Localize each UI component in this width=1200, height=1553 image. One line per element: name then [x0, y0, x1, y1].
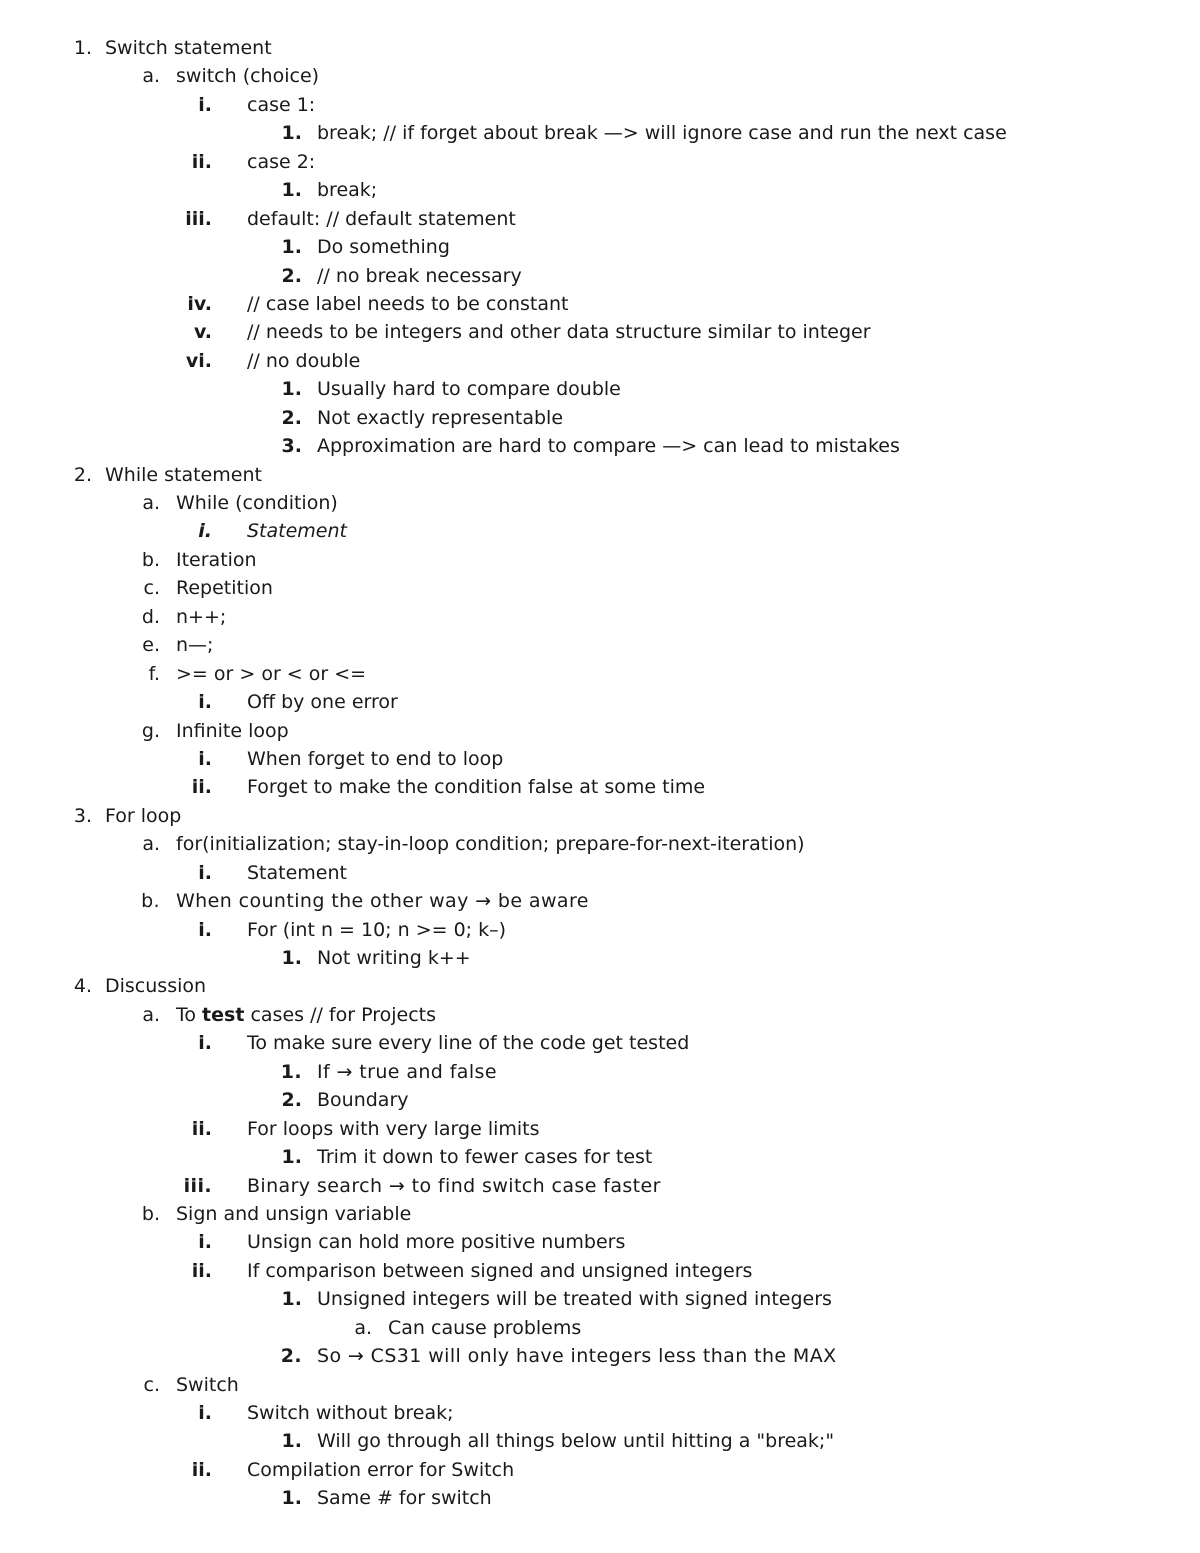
- list-marker: 1.: [281, 1430, 302, 1453]
- bold-term: test: [202, 1003, 245, 1026]
- list-item: [0, 1058, 1200, 1086]
- text-suffix: cases // for Projects: [244, 1003, 436, 1026]
- list-item-text: Usually hard to compare double: [317, 378, 621, 401]
- list-marker: iv.: [187, 292, 212, 315]
- list-item: [0, 262, 1200, 290]
- list-marker: v.: [193, 321, 212, 344]
- list-marker: 3.: [73, 804, 92, 827]
- list-item-text: For (int n = 10; n >= 0; k–): [247, 918, 507, 941]
- list-marker: i.: [198, 1032, 212, 1055]
- list-item: [0, 1427, 1200, 1455]
- list-marker: i.: [198, 1402, 212, 1424]
- list-marker: i.: [198, 861, 212, 884]
- list-item: [0, 1371, 1200, 1399]
- list-marker: 3.: [281, 435, 302, 458]
- list-item: [0, 603, 1200, 631]
- list-marker: iii.: [185, 207, 212, 230]
- section-heading: [0, 972, 1200, 1000]
- list-item: [0, 1172, 1200, 1200]
- list-item: [0, 233, 1200, 261]
- list-item-text: Not exactly representable: [317, 406, 564, 429]
- list-item: [0, 290, 1200, 318]
- list-item: [0, 318, 1200, 346]
- list-item: [0, 660, 1200, 688]
- list-marker: i.: [198, 520, 212, 543]
- section-title: Switch statement: [105, 37, 272, 59]
- list-marker: iii.: [183, 1174, 212, 1197]
- text-prefix: To: [176, 1003, 203, 1026]
- list-item: [0, 1115, 1200, 1143]
- list-item-text: Same # for switch: [317, 1487, 492, 1510]
- list-marker: ii.: [191, 1259, 212, 1282]
- list-item-text: Repetition: [176, 577, 273, 600]
- list-item-text: [176, 1001, 436, 1029]
- list-marker: 1.: [73, 37, 92, 59]
- list-marker: a.: [354, 1316, 372, 1339]
- list-marker: b.: [141, 890, 160, 913]
- list-item: [0, 489, 1200, 517]
- list-item-text: Iteration: [176, 548, 257, 571]
- list-marker: e.: [142, 634, 160, 657]
- list-item: [0, 1342, 1200, 1370]
- list-item-text: Sign and unsign variable: [176, 1202, 412, 1225]
- list-item: [0, 91, 1200, 119]
- list-marker: i.: [198, 691, 212, 714]
- list-item: [0, 62, 1200, 90]
- list-item: [0, 916, 1200, 944]
- list-item: [0, 944, 1200, 972]
- list-marker: 1.: [281, 1146, 302, 1169]
- list-marker: 2.: [281, 264, 302, 287]
- list-item: [0, 1228, 1200, 1256]
- list-item-text: Unsign can hold more positive numbers: [247, 1231, 626, 1254]
- list-item: [0, 432, 1200, 460]
- list-marker: 1.: [281, 947, 302, 969]
- list-marker: a.: [142, 833, 160, 856]
- list-marker: ii.: [191, 1458, 212, 1481]
- list-item-text: If comparison between signed and unsigned integers: [247, 1259, 753, 1282]
- list-marker: b.: [141, 1202, 160, 1225]
- list-item: [0, 1314, 1200, 1342]
- list-marker: i.: [198, 747, 212, 770]
- section-heading: [0, 34, 1200, 62]
- list-item-text: Approximation are hard to compare —> can lead to mistakes: [317, 435, 900, 458]
- list-marker: 4.: [73, 975, 92, 998]
- list-item-text: While (condition): [176, 492, 338, 514]
- list-item: [0, 859, 1200, 887]
- list-marker: g.: [141, 719, 160, 742]
- list-item-text: case 2:: [247, 150, 316, 173]
- list-marker: 2.: [281, 406, 302, 429]
- list-item: [0, 176, 1200, 204]
- list-item: [0, 1001, 1200, 1029]
- list-item: [0, 1399, 1200, 1427]
- list-item-text: Binary search → to find switch case faster: [247, 1174, 661, 1197]
- list-item: [0, 1285, 1200, 1313]
- list-item-text: Statement: [247, 861, 347, 884]
- list-item-text: // no break necessary: [317, 264, 522, 287]
- list-item: [0, 546, 1200, 574]
- list-marker: c.: [143, 1373, 160, 1396]
- list-item-text: Trim it down to fewer cases for test: [317, 1146, 653, 1169]
- list-marker: 1.: [280, 1060, 302, 1083]
- list-item: [0, 1086, 1200, 1114]
- list-item-text: So → CS31 will only have integers less than the MAX: [317, 1345, 837, 1368]
- list-marker: 1.: [281, 236, 302, 259]
- list-item: [0, 688, 1200, 716]
- list-marker: vi.: [185, 349, 212, 372]
- list-item-text: Do something: [317, 236, 450, 259]
- list-item-text: // no double: [247, 349, 361, 372]
- list-item-text: Switch: [176, 1373, 239, 1396]
- list-item: [0, 745, 1200, 773]
- list-item: [0, 887, 1200, 915]
- list-item-text: // case label needs to be constant: [247, 292, 569, 315]
- list-item: [0, 631, 1200, 659]
- list-item-text: switch (choice): [176, 65, 320, 88]
- list-item: [0, 1143, 1200, 1171]
- list-item-text: break;: [317, 179, 378, 202]
- list-item-text: for(initialization; stay-in-loop condition; prepare-for-next-iteration): [176, 833, 805, 856]
- list-item-text: To make sure every line of the code get tested: [247, 1032, 690, 1055]
- list-marker: d.: [141, 605, 160, 628]
- list-item-text: When counting the other way → be aware: [176, 890, 589, 913]
- list-item: [0, 119, 1200, 147]
- list-item: [0, 404, 1200, 432]
- list-marker: i.: [198, 93, 212, 116]
- list-item-text: default: // default statement: [247, 207, 516, 230]
- list-item-text: case 1:: [247, 93, 316, 116]
- list-item: [0, 347, 1200, 375]
- list-item: [0, 1200, 1200, 1228]
- list-item-text: >= or > or < or <=: [176, 662, 367, 685]
- list-item-text: Can cause problems: [388, 1316, 582, 1339]
- list-item-text: Off by one error: [247, 691, 398, 714]
- list-marker: b.: [141, 548, 160, 571]
- section-heading: [0, 802, 1200, 830]
- list-item-text: Compilation error for Switch: [247, 1458, 515, 1481]
- list-marker: f.: [148, 662, 160, 685]
- list-item-text: // needs to be integers and other data structure similar to integer: [247, 321, 871, 344]
- list-marker: i.: [198, 1231, 212, 1254]
- section-title: For loop: [105, 804, 182, 827]
- list-item-text: Infinite loop: [176, 719, 289, 742]
- list-item: [0, 148, 1200, 176]
- list-item-text: For loops with very large limits: [247, 1117, 540, 1140]
- list-item-text: Will go through all things below until hitting a "break;": [317, 1430, 835, 1453]
- list-item-text: n++;: [176, 605, 227, 628]
- section-title: While statement: [105, 463, 262, 486]
- list-marker: ii.: [191, 776, 212, 799]
- list-item: [0, 375, 1200, 403]
- list-item: [0, 205, 1200, 233]
- list-item-text: n—;: [176, 634, 214, 657]
- list-marker: i.: [198, 918, 212, 941]
- section-title: Discussion: [105, 975, 207, 998]
- list-marker: 2.: [280, 1345, 302, 1368]
- list-marker: 2.: [73, 463, 92, 486]
- list-item: [0, 1029, 1200, 1057]
- list-marker: a.: [142, 65, 160, 88]
- list-marker: 1.: [281, 378, 302, 401]
- list-item-text: When forget to end to loop: [247, 747, 504, 770]
- list-marker: 1.: [281, 122, 302, 145]
- list-item: [0, 773, 1200, 801]
- list-item-text: Statement: [247, 520, 347, 543]
- section-heading: [0, 461, 1200, 489]
- list-item-text: Switch without break;: [247, 1402, 454, 1424]
- list-item: [0, 830, 1200, 858]
- list-marker: ii.: [191, 1117, 212, 1140]
- list-marker: 1.: [281, 1288, 302, 1311]
- list-item: [0, 1257, 1200, 1285]
- list-item-text: break; // if forget about break —> will ignore case and run the next case: [317, 122, 1007, 145]
- list-item-text: Unsigned integers will be treated with signed integers: [317, 1288, 832, 1311]
- list-marker: c.: [143, 577, 160, 600]
- list-marker: 1.: [281, 179, 302, 202]
- list-marker: a.: [142, 1003, 160, 1026]
- notes-document: [0, 34, 1200, 1513]
- list-item-text: Boundary: [317, 1089, 409, 1112]
- list-marker: a.: [142, 492, 160, 514]
- list-item-text: Not writing k++: [317, 947, 471, 969]
- list-item-text: If → true and false: [317, 1060, 497, 1083]
- list-marker: 1.: [281, 1487, 302, 1510]
- list-item: [0, 574, 1200, 602]
- list-item: [0, 1484, 1200, 1512]
- list-marker: 2.: [281, 1089, 302, 1112]
- list-item: [0, 517, 1200, 545]
- list-item: [0, 1456, 1200, 1484]
- list-item-text: Forget to make the condition false at some time: [247, 776, 706, 799]
- list-marker: ii.: [191, 150, 212, 173]
- list-item: [0, 717, 1200, 745]
